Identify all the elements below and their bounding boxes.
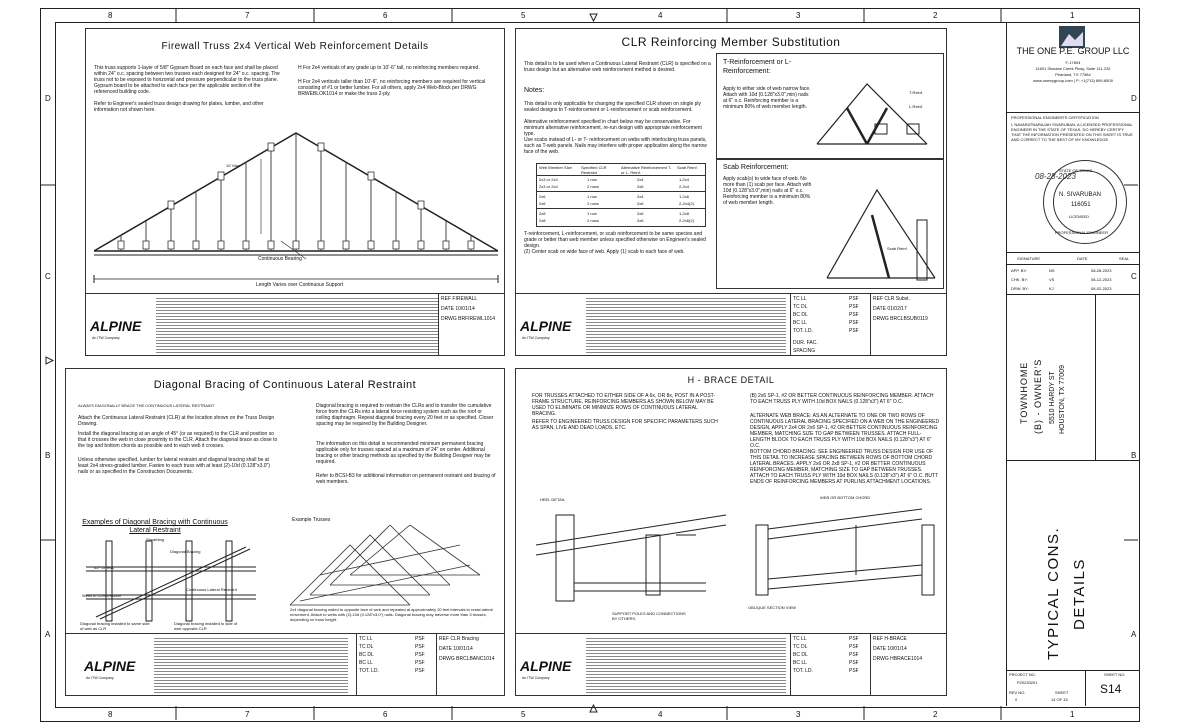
- psf-label: PSF: [849, 320, 859, 326]
- continuous-bearing-label: Continuous Bearing: [258, 256, 302, 262]
- panel-text: BOTTOM CHORD BRACING: SEE ENGINEERED TRUSS DESIGN FOR USE OF THIS DETAIL TO INCREASE SPACING BETWEEN ROWS OF BOTTOM CHORD LATERAL BRACES. APPLY 2x6 OR 2x8 SP-1, #2 OR BETTER CONTINUOUS REINFORCING MEMBER, MATCHING SIZE TO GAP BETWEEN TRUSSES. ATTACH TO EACH TRUSS PLY WITH 10d BOX NAILS (0.128"x3") AT 6" O.C. BUTT ENDS OF REINFORCING MEMBERS AT PURLINS ATTACHMENT LOCATIONS.: [750, 449, 939, 485]
- load-label: BC DL: [793, 652, 808, 658]
- project-no: P20230201: [1017, 680, 1038, 685]
- psf-label: PSF: [849, 328, 859, 334]
- load-label: TOT. LD.: [793, 668, 813, 674]
- project-no-label: PROJECT NO.: [1009, 672, 1036, 677]
- sheet-number-block: [1007, 670, 1139, 706]
- grid-col-label: 7: [245, 11, 250, 20]
- sheet-title-block: [1007, 460, 1139, 671]
- seal-state: STATE OF TEXAS: [1059, 168, 1093, 173]
- table-cell: 1-2x8: [679, 211, 690, 216]
- t-reinf-label: T-Reinf.: [909, 90, 924, 95]
- approval-role: CHK. BY:: [1011, 277, 1028, 282]
- date-text: DATE 10/01/14: [873, 646, 907, 652]
- table-cell: 2 rows: [587, 218, 599, 223]
- grid-row-label: A: [45, 630, 51, 639]
- panel-text: Install the diagonal bracing at an angle of 45° (or as required) to the CLR and position so that it crosses the web in close proximity to the CLR. Attach the diagonal brace as close to the top and bottom chords as possible and to each web it crosses.: [78, 431, 278, 449]
- psf-label: PSF: [849, 304, 859, 310]
- grid-col-label: 3: [796, 11, 801, 20]
- approval-date: 08-02-2023: [1091, 286, 1112, 291]
- drawing-ref-block: [870, 634, 947, 696]
- grid-col-label: 3: [796, 710, 801, 719]
- load-label: BC LL: [793, 660, 807, 666]
- table-header: Scab Reinf.: [677, 165, 698, 170]
- panel-title-strip: [516, 633, 946, 696]
- table-cell: 2x6: [539, 194, 546, 199]
- psf-label: PSF: [849, 652, 859, 658]
- firm-logo-icon: [1059, 26, 1085, 48]
- firm-line: Pearland, TX 77584: [1055, 72, 1091, 77]
- h-brace-panel: [515, 368, 947, 696]
- panel-text: Alternative reinforcement specified in chart below may be conservative. For minimum alternative reinforcement, re-run design with appropriate reinforcement type.: [524, 119, 702, 137]
- date-text: DATE 10/01/14: [439, 646, 473, 652]
- clr-substitution-panel: [515, 28, 947, 356]
- load-label: TC LL: [359, 636, 373, 642]
- panel-text: Apply scab(s) to wide face of web. No more than (1) scab per face. Attach with 10d (0.128"x3.0",min) nails at 6" o.c. Reinforcing member is a minimum 80% of web member length.: [723, 176, 812, 206]
- alpine-logo: ALPINE: [90, 318, 142, 334]
- example-trusses-drawing: [280, 525, 500, 611]
- alpine-subtitle: An ITW Company: [522, 336, 550, 340]
- date-text: DATE 10/01/14: [441, 306, 475, 312]
- panel-text: Refer to Engineer's sealed truss design drawing for plates, lumber, and other information not shown here.: [94, 101, 264, 113]
- example-trusses-label: Example Trusses: [292, 517, 331, 523]
- spacing-label: SPACING: [793, 348, 816, 354]
- certification-block: [1007, 112, 1139, 253]
- table-cell: 2x6: [637, 218, 644, 223]
- panel-text: This detail is to be used when a Continuous Lateral Restraint (CLR) is specified on a truss design but an alternative web reinforcement method is desired.: [524, 61, 711, 73]
- firewall-truss-panel: [85, 28, 505, 356]
- panel-title: Firewall Truss 2x4 Vertical Web Reinforcement Details: [161, 41, 429, 52]
- approval-initials: KJ: [1049, 286, 1054, 291]
- signature-date: 08-28-2023: [1035, 172, 1076, 181]
- panel-text: Attach the Continuous Lateral Restraint (CLR) at the location shown on the Truss Design Drawing.: [78, 415, 275, 427]
- panel-text: (2) Center scab on wide face of web. Apply (1) scab to each face of web.: [524, 249, 685, 255]
- seal-licensed: LICENSED: [1069, 214, 1090, 219]
- grid-row-label: C: [1131, 272, 1137, 281]
- sheet-title-line-1: TYPICAL CONS.: [1045, 526, 1062, 660]
- psf-label: PSF: [415, 668, 425, 674]
- lateral-restraint-label: Continuous Lateral Restraint: [186, 587, 237, 592]
- seal-label: SEAL: [1119, 256, 1130, 261]
- angle-label: 45° Or less: [94, 565, 114, 570]
- psf-label: PSF: [849, 636, 859, 642]
- approval-initials: VS: [1049, 277, 1055, 282]
- drwg-text: DRWG BRFIREWL1014: [441, 316, 496, 322]
- approval-role: APP. BY:: [1011, 268, 1027, 273]
- panel-title-strip: [516, 293, 946, 356]
- signature-label: SIGNATURE: [1017, 256, 1041, 261]
- table-cell: 1 row: [587, 211, 597, 216]
- approval-date: 08-28-2023: [1091, 268, 1112, 273]
- table-header: Alternative Reinforcement T- or L- Reinf.: [621, 165, 672, 175]
- scab-heading: Scab Reinforcement:: [723, 164, 789, 171]
- grid-col-label: 2: [933, 11, 938, 20]
- loads-block: [790, 634, 871, 696]
- grid-row-label: A: [1131, 630, 1137, 639]
- alpine-subtitle: An ITW Company: [522, 676, 550, 680]
- rev-no-label: REV NO.: [1009, 690, 1026, 695]
- approval-initials: NS: [1049, 268, 1055, 273]
- table-cell: 2-2x4(2): [679, 201, 694, 206]
- grid-col-label: 4: [658, 710, 663, 719]
- fine-print-block: [156, 296, 438, 354]
- firm-line: www.oneepgroup.com | P: +1(713) 899-6505: [1033, 78, 1113, 83]
- drwg-text: DRWG BRCLBANC1014: [439, 656, 495, 662]
- bracing-caption-2: Diagonal bracing installed to side of web opposite CLR: [174, 621, 238, 631]
- dur-fac-label: DUR. FAC.: [793, 340, 818, 346]
- table-cell: 2x8: [539, 211, 546, 216]
- h-brace-drawing: [526, 505, 936, 605]
- grid-col-label: 6: [383, 710, 388, 719]
- cert-text: I, NAVARATNARAJAH SIVARUBAN, A LICENSED PROFESSIONAL ENGINEER IN THE STATE OF TEXAS, DO HEREBY CERTIFY THAT THE INFORMATION PRESENTED ON THIS SHEET IS TRUE AND CORRECT TO THE BEST OF MY KNOWLEDGE.: [1011, 122, 1133, 142]
- psf-label: PSF: [415, 636, 425, 642]
- grid-row-label: B: [1131, 451, 1137, 460]
- fine-print-block: [154, 636, 348, 694]
- psf-label: PSF: [849, 644, 859, 650]
- load-label: BC DL: [793, 312, 808, 318]
- webs-compression-label: Webs in Compression: [82, 593, 122, 598]
- reinforcement-table: [536, 163, 706, 227]
- grid-row-label: B: [45, 451, 51, 460]
- panel-text: REFER TO ENGINEERED TRUSS DESIGN FOR SPECIFIC PARAMETERS SUCH AS SPAN, LIVE AND DEAD LOADS, ETC.: [532, 419, 718, 431]
- psf-label: PSF: [415, 652, 425, 658]
- loads-block: [790, 294, 871, 356]
- panel-text: (B) 2x6 SP-1, #2 OR BETTER CONTINUOUS REINFORCING MEMBER. ATTACH TO EACH TRUSS PLY WITH 10d BOX NAILS (0.128"x3") AT 6" O.C.: [750, 393, 934, 405]
- table-cell: 2x4: [637, 194, 644, 199]
- panel-text: H For 2x4 verticals taller than 10'-6", no reinforcing members are required for vertical consisting of #1 or better lumber. For all others, apply 2x4 Web-Block per DRWG BRWEBLOK1014 or make the truss 2-ply.: [298, 79, 486, 97]
- grid-row-label: C: [45, 272, 51, 281]
- seal-name: N. SIVARUBAN: [1059, 192, 1101, 198]
- panel-title: Diagonal Bracing of Continuous Lateral Restraint: [153, 379, 417, 391]
- psf-label: PSF: [415, 660, 425, 666]
- grid-col-label: 1: [1070, 11, 1075, 20]
- firm-block: [1007, 22, 1139, 113]
- notes-label: Notes:: [524, 87, 545, 94]
- grid-col-label: 6: [383, 11, 388, 20]
- table-cell: 1 row: [587, 194, 597, 199]
- project-owner: (B) - OWNER'S: [1033, 358, 1043, 434]
- length-varies-label: Length Varies over Continuous Support: [256, 282, 344, 288]
- grid-row-label: D: [45, 94, 51, 103]
- sheet-label: SHEET: [1055, 690, 1069, 695]
- grid-col-label: 5: [521, 11, 526, 20]
- table-cell: 2x6: [637, 211, 644, 216]
- approval-role: DRW. BY:: [1011, 286, 1029, 291]
- load-label: TC LL: [793, 296, 807, 302]
- sheet-number: S14: [1100, 682, 1122, 696]
- load-label: TC LL: [793, 636, 807, 642]
- ref-text: REF H-BRACE: [873, 636, 907, 642]
- grid-col-label: 1: [1070, 710, 1075, 719]
- panel-title-strip: [66, 633, 504, 696]
- firm-line: 11601 Shadow Creek Pkwy, Suite 111-232: [1035, 66, 1111, 71]
- project-name: TOWNHOME: [1019, 361, 1029, 424]
- table-cell: 1 row: [587, 177, 597, 182]
- ref-text: REF CLR Subst.: [873, 296, 910, 302]
- table-cell: 2x3 or 2x4: [539, 184, 558, 189]
- drwg-text: DRWG BRCLBSUB0119: [873, 316, 928, 322]
- oblique-section-label: OBLIQUE SECTION VIEW: [748, 605, 797, 610]
- fine-print-block: [586, 296, 786, 354]
- drwg-text: DRWG HBRACE1014: [873, 656, 923, 662]
- grid-col-label: 8: [108, 11, 113, 20]
- date-text: DATE 01/02/17: [873, 306, 907, 312]
- alpine-logo: ALPINE: [520, 658, 572, 674]
- load-label: BC DL: [359, 652, 374, 658]
- l-reinf-label: L-Reinf.: [909, 104, 924, 109]
- alpine-logo: ALPINE: [84, 658, 136, 674]
- table-cell: 2 rows: [587, 201, 599, 206]
- panel-text: This detail is only applicable for changing the specified CLR shown on single ply sealed designs to T-reinforcement or L-reinforcement or scab reinforcement.: [524, 101, 702, 113]
- sheet-no-label: SHEET NO.: [1104, 672, 1126, 677]
- table-cell: 2-2x4: [679, 184, 690, 189]
- load-label: BC LL: [793, 320, 807, 326]
- load-label: BC LL: [359, 660, 373, 666]
- grid-col-label: 4: [658, 11, 663, 20]
- panel-title: CLR Reinforcing Member Substitution: [621, 35, 841, 49]
- cert-title: PROFESSIONAL ENGINEER'S CERTIFICATION: [1011, 115, 1099, 120]
- web-bottom-chord-label: WEB OR BOTTOM CHORD: [820, 495, 871, 500]
- project-info-block: [1007, 294, 1139, 461]
- t-reinforcement-heading: T-Reinforcement or L-Reinforcement:: [723, 59, 792, 75]
- table-cell: 2x4: [637, 177, 644, 182]
- revision-columns: [1095, 294, 1140, 460]
- approval-date: 08-12-2023: [1091, 277, 1112, 282]
- alpine-logo: ALPINE: [520, 318, 572, 334]
- load-label: TOT. LD.: [359, 668, 379, 674]
- seal-pe: PROFESSIONAL ENGINEER: [1055, 230, 1108, 235]
- heel-detail-label: HEEL DETAIL: [540, 497, 566, 502]
- grid-col-label: 8: [108, 710, 113, 719]
- rev-no: 0: [1015, 697, 1018, 702]
- approvals-block: [1007, 264, 1139, 295]
- load-label: TC DL: [793, 644, 808, 650]
- seal-number: 116051: [1071, 202, 1091, 208]
- loads-block: [356, 634, 437, 696]
- drawing-ref-block: [438, 294, 505, 356]
- table-cell: 2-2x6(2): [679, 218, 694, 223]
- table-cell: 2x8: [539, 218, 546, 223]
- sheet-of: 14 OF 15: [1051, 697, 1068, 702]
- psf-label: PSF: [415, 644, 425, 650]
- drawing-ref-block: [436, 634, 505, 696]
- project-address-1: 5510 HARDY ST: [1049, 371, 1056, 424]
- load-label: TC DL: [359, 644, 374, 650]
- table-cell: 1-2x4: [679, 177, 690, 182]
- load-label: TC DL: [793, 304, 808, 310]
- table-cell: 2x6: [637, 201, 644, 206]
- grid-col-label: 2: [933, 710, 938, 719]
- load-label: TOT. LD.: [793, 328, 813, 334]
- ref-text: REF FIREWALL: [441, 296, 478, 302]
- table-cell: 2x6: [637, 184, 644, 189]
- panel-text: This truss supports 1-layer of 5/8" Gypsum Board on each face and shall be placed within 24" o.c. spacing between two trusses each designed for 24" o.c. spacing. The truss not to be exposed to horizontal and pressure perpendicular to the truss plane. Gypsum board to be attached to each face per the applicable section of the referenced building code.: [94, 65, 280, 95]
- panel-title-strip: [86, 293, 504, 356]
- project-address-2: HOUSTON, TX 77009: [1059, 365, 1066, 434]
- fine-print-block: [586, 636, 786, 694]
- panel-text: Use scabs instead of L- or T- reinforcement on webs with interlocking truss panels, such as T-web panels. Nails may interfere with proper application along the narrow face of the web.: [524, 137, 707, 155]
- title-block: [1006, 22, 1139, 706]
- table-cell: 1-2x6: [679, 194, 690, 199]
- panel-text: The information on this detail is recommended minimum permanent bracing applicable only for trusses spaced at a maximum of 24" on center. Additional bracing or other bracing methods as specified by the Building Designer may be required.: [316, 441, 491, 465]
- psf-label: PSF: [849, 668, 859, 674]
- alpine-subtitle: An ITW Company: [86, 676, 114, 680]
- panel-caption: 2x4 diagonal bracing nailed to opposite face of web and repeated at approximately 20 feet intervals to resist lateral movement. Attach to webs with (2)-10d (0.128"x3.0") nails. Diagonal bracing may traverse more than 3 trusses, depending on truss height.: [290, 607, 493, 622]
- panel-text: FOR TRUSSES ATTACHED TO EITHER SIDE OF A 6x, OR 8x, POST IN A POST-FRAME STRUCTURE, REINFORCING MEMBERS AS SHOWN BELOW MAY BE USED TO ELIMINATE OR MINIMIZE ROWS OF CONTINUOUS LATERAL BRACING.: [532, 393, 716, 417]
- table-header: Web Member Size: [539, 165, 572, 170]
- firm-line: F-17894: [1065, 60, 1081, 65]
- panel-text: ALTERNATE WEB BRACE: AS AN ALTERNATE TO ONE OR TWO ROWS OF CONTINUOUS LATERAL BRACING SPECIFIED ON A WEB ON THE ENGINEERED DESIGN, APPLY 2x4 OR 2x6 SP-1, #2 OR BETTER CONTINUOUS REINFORCING MEMBER, MATCHING SIZE TO GAP BETWEEN TRUSSES. ATTACH FULL-LENGTH BLOCK TO EACH TRUSS PLY WITH 10d BOX NAILS (0.128"x3") AT 6" O.C.: [750, 413, 940, 449]
- psf-label: PSF: [849, 312, 859, 318]
- date-label: DATE: [1077, 256, 1088, 261]
- panel-heading: ALWAYS DIAGONALLY BRACE THE CONTINUOUS LATERAL RESTRAINT: [78, 403, 215, 408]
- support-poles-label: SUPPORT POLES AND CONNECTIONS BY OTHERS.: [612, 611, 686, 621]
- scab-reinforcement-drawing: [817, 160, 943, 288]
- table-cell: 2x3 or 2x4: [539, 177, 558, 182]
- diagonal-bracing-label: Diagonal Bracing: [170, 549, 201, 554]
- panel-text: Refer to BCSI-B3 for additional information on permanent restraint and bracing of web members.: [316, 473, 496, 485]
- drawing-ref-block: [870, 294, 947, 356]
- scab-reinf-label: Scab Reinf.: [887, 246, 908, 251]
- table-cell: 2x6: [539, 201, 546, 206]
- diagonal-bracing-panel: [65, 368, 505, 696]
- scab-reinforcement-box: [716, 159, 944, 289]
- sheathing-label: Sheathing: [146, 537, 165, 542]
- firm-name: THE ONE P.E. GROUP LLC: [1016, 46, 1130, 56]
- alpine-subtitle: An ITW Company: [92, 336, 120, 340]
- panel-title: H - BRACE DETAIL: [687, 375, 775, 385]
- max-height-label: 10' Max: [226, 163, 240, 168]
- ref-text: REF CLR Bracing: [439, 636, 479, 642]
- panel-text: Apply to either side of web narrow face. Attach with 10d (0.128"x3.0",min) nails at 6" o.c. Reinforcing member is a minimum 80% of web member length.: [723, 86, 811, 110]
- grid-col-label: 7: [245, 710, 250, 719]
- psf-label: PSF: [849, 660, 859, 666]
- examples-title: Examples of Diagonal Bracing with Continuous Lateral Restraint: [82, 519, 228, 534]
- sheet-no-cell: [1085, 670, 1140, 706]
- panel-text: T-reinforcement, L-reinforcement, or scab reinforcement to be same species and grade or better than web member unless specified otherwise on Engineer's sealed design.: [524, 231, 706, 249]
- grid-row-label: D: [1131, 94, 1137, 103]
- grid-col-label: 5: [521, 710, 526, 719]
- psf-label: PSF: [849, 296, 859, 302]
- t-l-reinforcement-box: [716, 53, 944, 159]
- panel-text: Diagonal bracing is required to restrain the CLRs and to transfer the cumulative force from the CLRs into a lateral force resisting system such as the roof or ceiling diaphragm. Repeat diagonal bracing every 20 feet or as specified. Closer spacing may be required by the Building Designer.: [316, 403, 494, 427]
- panel-text: H For 2x4 verticals of any grade up to 10'-6" tall, no reinforcing members required.: [298, 65, 480, 71]
- table-header: Specified CLR Restraint: [581, 165, 607, 175]
- table-cell: 2 rows: [587, 184, 599, 189]
- panel-text: Unless otherwise specified, lumber for lateral restraint and diagonal bracing shall be at least 2x4 stress-graded lumber. Fasten to each truss with at least (2)-10d (0.128"x3.0") nails or as specified in the Construction Documents.: [78, 457, 270, 475]
- bracing-caption-1: Diagonal bracing installed to same side of web as CLR: [80, 621, 150, 631]
- sheet-title-line-2: DETAILS: [1071, 558, 1088, 630]
